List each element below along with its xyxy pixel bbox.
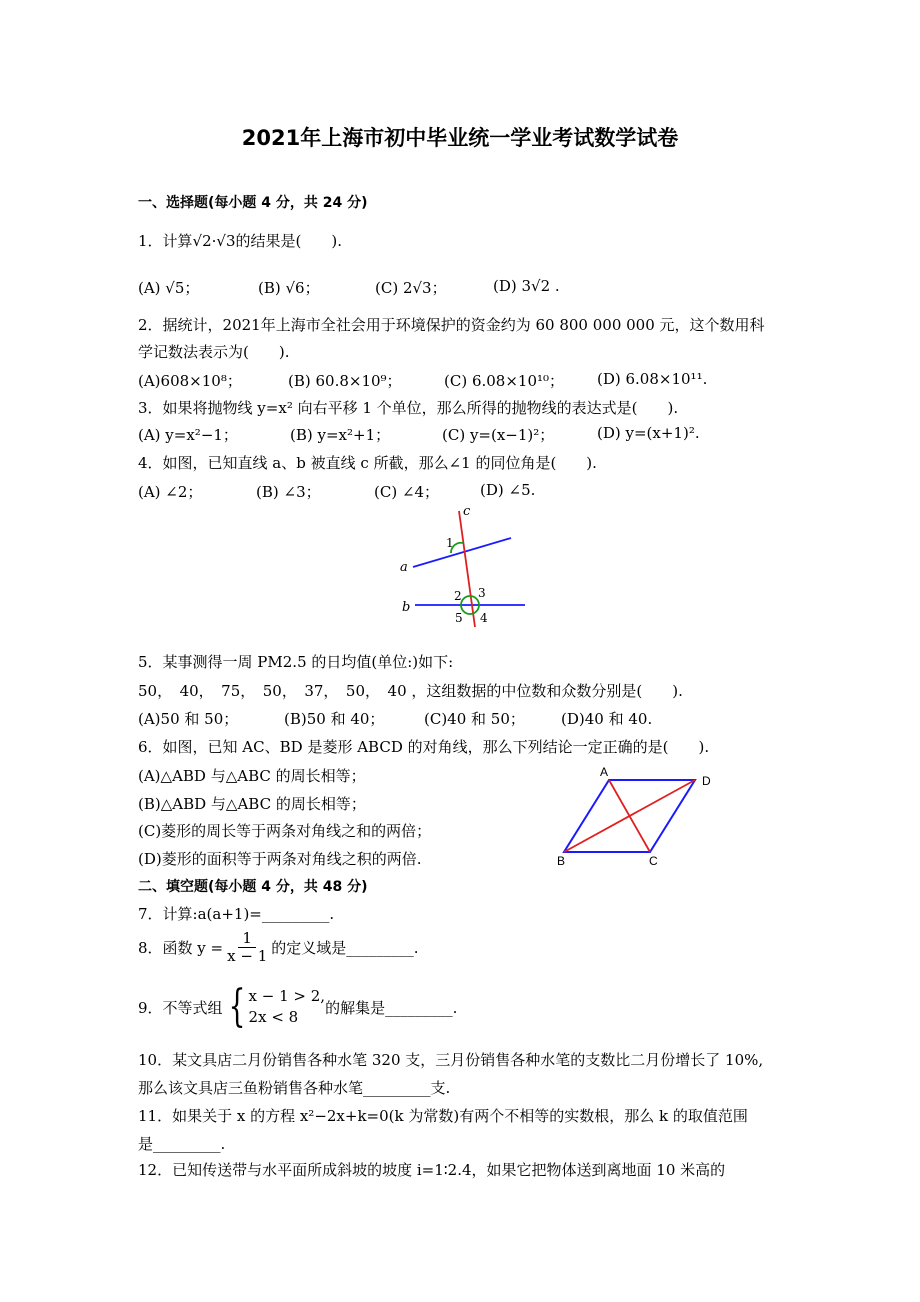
question-5-stem: 5．某事测得一周 PM2.5 的日均值(单位:)如下: bbox=[138, 653, 454, 671]
brace-icon: { bbox=[228, 981, 245, 1032]
vertex-c-label: C bbox=[649, 854, 658, 868]
q9-prefix: 9．不等式组 bbox=[138, 998, 223, 1017]
q1-option-b: (B) √6； bbox=[258, 279, 320, 297]
question-1-stem: 1．计算√2·√3的结果是( ). bbox=[138, 232, 342, 250]
q9-inequality-1: x − 1 > 2, bbox=[248, 987, 326, 1005]
vertex-b-label: B bbox=[557, 854, 566, 868]
label-angle-3: 3 bbox=[478, 586, 486, 600]
label-c: c bbox=[463, 504, 471, 519]
q5-option-d: (D)40 和 40. bbox=[561, 710, 653, 728]
q8-fraction bbox=[227, 930, 267, 966]
question-12: 12．已知传送带与水平面所成斜坡的坡度 i=1∶2.4，如果它把物体送到离地面 10 米高的 bbox=[138, 1161, 726, 1179]
vertex-a-label: A bbox=[600, 765, 609, 779]
q5-option-b: (B)50 和 40； bbox=[284, 710, 385, 728]
q2-option-a: (A)608×10⁸； bbox=[138, 372, 242, 390]
question-9 bbox=[138, 981, 458, 1032]
question-8 bbox=[138, 930, 419, 966]
q9-suffix: 的解集是_________. bbox=[325, 998, 458, 1017]
label-a: a bbox=[400, 560, 408, 575]
question-11-line2: 是_________. bbox=[138, 1135, 226, 1153]
q6-option-a: (A)△ABD 与△ABC 的周长相等； bbox=[138, 767, 366, 785]
q2-option-d: (D) 6.08×10¹¹. bbox=[597, 370, 708, 388]
q6-option-d: (D)菱形的面积等于两条对角线之积的两倍. bbox=[138, 850, 422, 868]
q8-numerator: 1 bbox=[238, 930, 256, 948]
question-10-line2: 那么该文具店三鱼粉销售各种水笔_________支. bbox=[138, 1079, 451, 1097]
q3-option-b: (B) y=x²+1； bbox=[290, 426, 391, 444]
q2-option-c: (C) 6.08×10¹⁰； bbox=[444, 372, 565, 390]
section-choice-heading: 一、选择题(每小题 4 分，共 24 分) bbox=[138, 195, 368, 211]
exam-title: 2021年上海市初中毕业统一学业考试数学试卷 bbox=[241, 126, 679, 150]
q1-option-c: (C) 2√3； bbox=[375, 279, 447, 297]
q4-option-b: (B) ∠3； bbox=[256, 483, 321, 501]
q3-option-a: (A) y=x²−1； bbox=[138, 426, 238, 444]
question-6-stem: 6．如图，已知 AC、BD 是菱形 ABCD 的对角线，那么下列结论一定正确的是( ). bbox=[138, 738, 710, 756]
q3-option-c: (C) y=(x−1)²； bbox=[442, 426, 555, 444]
q1-option-d: (D) 3√2 . bbox=[493, 277, 560, 295]
q8-prefix: 8．函数 y = bbox=[138, 939, 224, 958]
vertex-d-label: D bbox=[702, 774, 711, 788]
label-angle-1: 1 bbox=[446, 536, 454, 550]
section-fill-heading: 二、填空题(每小题 4 分，共 48 分) bbox=[138, 879, 368, 895]
q9-inequality-system bbox=[223, 981, 326, 1032]
label-angle-5: 5 bbox=[455, 611, 463, 625]
question-3-stem: 3．如果将抛物线 y=x² 向右平移 1 个单位，那么所得的抛物线的表达式是( ). bbox=[138, 399, 679, 417]
q4-option-c: (C) ∠4； bbox=[374, 483, 440, 501]
q3-option-d: (D) y=(x+1)². bbox=[597, 424, 700, 442]
q9-inequality-2: 2x < 8 bbox=[248, 1008, 299, 1026]
q4-option-d: (D) ∠5. bbox=[480, 481, 536, 499]
label-angle-4: 4 bbox=[480, 611, 488, 625]
q1-option-a: (A) √5； bbox=[138, 279, 200, 297]
q6-option-c: (C)菱形的周长等于两条对角线之和的两倍； bbox=[138, 822, 432, 840]
question-5-data: 50， 40， 75， 50， 37， 50， 40 ，这组数据的中位数和众数分别是( ). bbox=[138, 682, 683, 700]
question-2-stem-line1: 2．据统计，2021年上海市全社会用于环境保护的资金约为 60 800 000 000 元，这个数用科 bbox=[138, 316, 765, 334]
q6-option-b: (B)△ABD 与△ABC 的周长相等； bbox=[138, 795, 366, 813]
label-b: b bbox=[402, 600, 411, 615]
question-2-stem-line2: 学记数法表示为( ). bbox=[138, 343, 290, 361]
diagonal-bd bbox=[564, 780, 695, 852]
rhombus-figure bbox=[550, 765, 720, 870]
q2-option-b: (B) 60.8×10⁹； bbox=[288, 372, 402, 390]
parallel-lines-figure bbox=[395, 503, 535, 628]
question-4-stem: 4．如图，已知直线 a、b 被直线 c 所截，那么∠1 的同位角是( ). bbox=[138, 454, 597, 472]
question-7: 7．计算:a(a+1)=_________. bbox=[138, 905, 335, 923]
label-angle-2: 2 bbox=[454, 589, 462, 603]
q8-denominator: x − 1 bbox=[227, 947, 268, 966]
question-11-line1: 11．如果关于 x 的方程 x²−2x+k=0(k 为常数)有两个不相等的实数根，那么 k 的取值范围 bbox=[138, 1107, 748, 1125]
q8-suffix: 的定义域是_________. bbox=[271, 939, 419, 958]
question-10-line1: 10．某文具店二月份销售各种水笔 320 支，三月份销售各种水笔的支数比二月份增长了 10%, bbox=[138, 1051, 764, 1069]
q5-option-c: (C)40 和 50； bbox=[424, 710, 525, 728]
q5-option-a: (A)50 和 50； bbox=[138, 710, 239, 728]
q4-option-a: (A) ∠2； bbox=[138, 483, 203, 501]
